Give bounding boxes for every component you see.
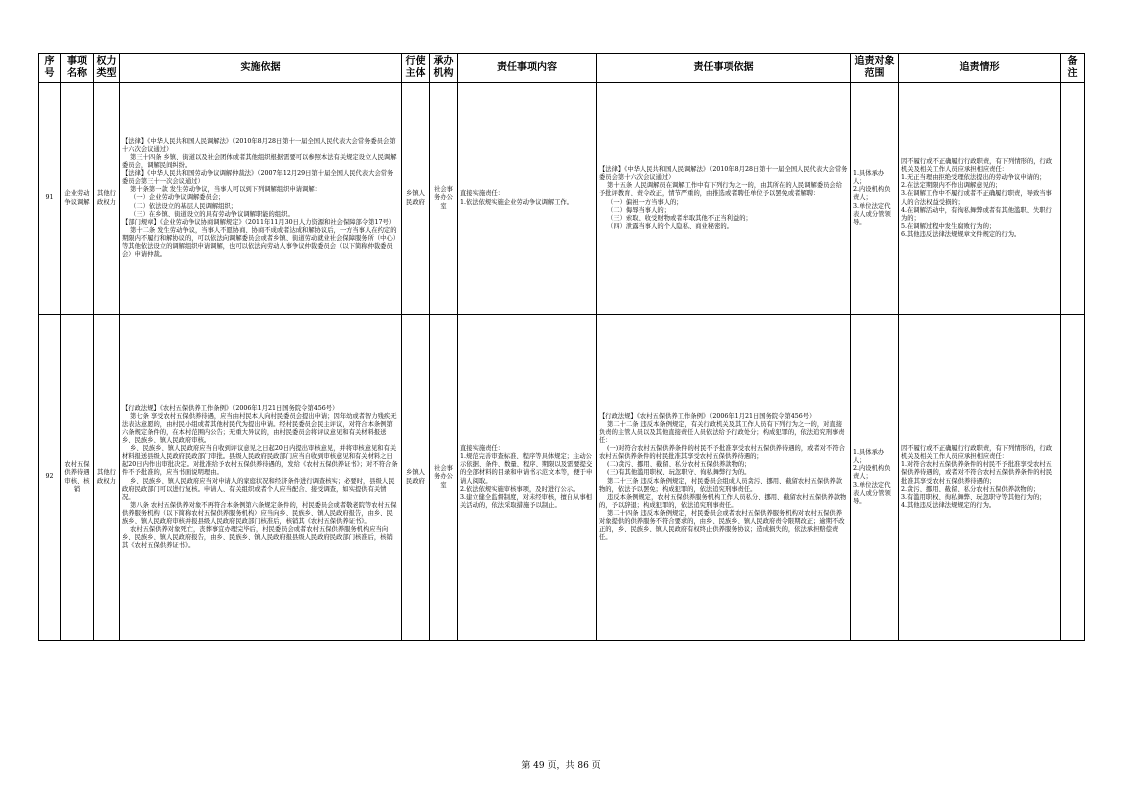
cell-item: 企业劳动争议调解 [61, 83, 94, 315]
cell-scope: 1.具体承办人； 2.内设机构负责人； 3.单位法定代表人或分管领导。 [851, 83, 899, 315]
cell-scope: 1.具体承办人； 2.内设机构负责人； 3.单位法定代表人或分管领导。 [851, 315, 899, 641]
cell-seq: 91 [39, 83, 61, 315]
cell-duty-content: 直接实施责任： 1.依法依规实施企业劳动争议调解工作。 [458, 83, 597, 315]
header-agency: 承办机构 [430, 54, 458, 83]
cell-seq: 92 [39, 315, 61, 641]
cell-remark [1061, 83, 1085, 315]
header-subject: 行使主体 [402, 54, 430, 83]
cell-remark [1061, 315, 1085, 641]
table-row [39, 315, 1085, 641]
cell-duty-content: 直接实施责任： 1.规范完善审查标准、程序等具体规定；主动公示依据、条件、数量、程序、期限以及需要提交的全部材料的目录和申请书示范文本等，便于申请人阅取。 2.依法依规实施审核事项，及时进行公示。 3.建立健全监督制度，对未经审核，擅自从事相关活动的，依法采取措施予以制止。 [458, 315, 597, 641]
cell-duty-basis: 【行政法规】《农村五保供养工作条例》（2006年1月21日国务院令第456号） 第二十二条 违反本条例规定，有关行政机关及其工作人员有下列行为之一的，对直接负责的主管人员以及其他直接责任人员依法给予行政处分；构成犯罪的，依法追究刑事责任： (一)对符合农村五保供养条件的村民不予批准享受农村五保供养待遇的，或者对不符合农村五保供养条件的村民批准其享受农村五保供养待遇的； (二)贪污、挪用、截留、私分农村五保供养款物的； (三)有其他滥用职权、玩忽职守、徇私舞弊行为的。 第二十三条 违反本条例规定，村民委员会组成人员贪污、挪用、截留农村五保供养款物的，依法予以罢免；构成犯罪的，依法追究刑事责任。 违反本条例规定，农村五保供养服务机构工作人员私分、挪用、截留农村五保供养款物的，予以辞退；构成犯罪的，依法追究刑事责任。 第二十四条 违反本条例规定，村民委员会或者农村五保供养服务机构对农村五保供养对象提供的供养服务不符合要求的，由乡、民族乡、镇人民政府责令限期改正；逾期不改正的，乡、民族乡、镇人民政府有权终止供养服务协议；造成损失的，依法承担赔偿责任。 [597, 315, 851, 641]
header-remark: 备注 [1061, 54, 1085, 83]
header-duty-basis: 责任事项依据 [597, 54, 851, 83]
cell-situation: 因不履行或不正确履行行政职责，有下列情形的，行政机关及相关工作人员应承担相应责任： 1.对符合农村五保供养条件的村民不予批准享受农村五保供养待遇的，或者对不符合农村五保供养条件的村民批准其享受农村五保供养待遇的； 2.贪污、挪用、截留、私分农村五保供养款物的； 3.有滥用职权、徇私舞弊、玩忽职守等其他行为的； 4.其他违反法律法规规定的行为。 [899, 315, 1061, 641]
cell-subject: 乡镇人民政府 [402, 315, 430, 641]
responsibility-table [38, 53, 1085, 641]
cell-basis: 【法律】《中华人民共和国人民调解法》（2010年8月28日第十一届全国人民代表大会常务委员会第十六次会议通过） 第三十四条 乡镇、街道以及社会团体或者其他组织根据需要可以参照本法有关规定设立人民调解委员会，调解民间纠纷。 【法律】《中华人民共和国劳动争议调解仲裁法》（2007年12月29日第十届全国人民代表大会常务委员会第三十一次会议通过） 第十条第一款 发生劳动争议，当事人可以到下列调解组织申请调解： （一）企业劳动争议调解委员会； （二）依法设立的基层人民调解组织； （三）在乡镇、街道设立的具有劳动争议调解职能的组织。 【部门规章】《企业劳动争议协商调解规定》（2011年11月30日人力资源和社会保障部令第17号） 第十二条 发生劳动争议，当事人不愿协商、协商不成或者达成和解协议后，一方当事人在约定的期限内不履行和解协议的，可以依法向调解委员会或者乡镇、街道劳动就业社会保障服务所（中心）等其他依法设立的调解组织申请调解，也可以依法向劳动人事争议仲裁委员会（以下简称仲裁委员会）申请仲裁。 [120, 83, 402, 315]
page-number: 第 49 页，共 86 页 [521, 761, 601, 771]
header-situation: 追责情形 [899, 54, 1061, 83]
cell-power-type: 其他行政权力 [94, 315, 120, 641]
cell-situation: 因不履行或不正确履行行政职责，有下列情形的，行政机关及相关工作人员应承担相应责任： 1.无正当理由拒绝受理依法提出的劳动争议申请的； 2.在法定期限内不作出调解意见的； 3.在调解工作中不履行或者不正确履行职责，导致当事人的合法权益受损的； 4.在调解活动中，有徇私舞弊或者有其他滥职、失职行为的； 5.在调解过程中发生腐败行为的； 6.其他违反法律法规规章文件规定的行为。 [899, 83, 1061, 315]
table-row [39, 83, 1085, 315]
header-scope: 追责对象范围 [851, 54, 899, 83]
cell-power-type: 其他行政权力 [94, 83, 120, 315]
header-duty-content: 责任事项内容 [458, 54, 597, 83]
header-item: 事项名称 [61, 54, 94, 83]
table-header-row [39, 54, 1085, 83]
header-power-type: 权力类型 [94, 54, 120, 83]
cell-item: 农村五保供养待遇审核、核销 [61, 315, 94, 641]
cell-basis: 【行政法规】《农村五保供养工作条例》（2006年1月21日国务院令第456号） 第七条 享受农村五保供养待遇，应当由村民本人向村民委员会提出申请；因年幼或者智力残疾无法表达意愿的，由村民小组或者其他村民代为提出申请。经村民委员会民主评议，对符合本条例第六条规定条件的，在本村范围内公告；无重大异议的，由村民委员会将评议意见和有关材料报送乡、民族乡、镇人民政府审核。 乡、民族乡、镇人民政府应当自收到评议意见之日起20日内提出审核意见，并将审核意见和有关材料报送县级人民政府民政部门审批。县级人民政府民政部门应当自收到审核意见和有关材料之日起20日内作出审批决定。对批准给予农村五保供养待遇的，发给《农村五保供养证书》；对不符合条件不予批准的，应当书面说明理由。 乡、民族乡、镇人民政府应当对申请人的家庭状况和经济条件进行调查核实；必要时，县级人民政府民政部门可以进行复核。申请人、有关组织或者个人应当配合、接受调查，如实提供有关情况。 第八条 农村五保供养对象不再符合本条例第六条规定条件的，村民委员会或者敬老院等农村五保供养服务机构（以下简称农村五保供养服务机构）应当向乡、民族乡、镇人民政府报告，由乡、民族乡、镇人民政府审核并报县级人民政府民政部门核准后，核销其《农村五保供养证书》。 农村五保供养对象死亡，丧葬事宜办理完毕后，村民委员会或者农村五保供养服务机构应当向乡、民族乡、镇人民政府报告，由乡、民族乡、镇人民政府报县级人民政府民政部门核准后，核销其《农村五保供养证书》。 [120, 315, 402, 641]
cell-agency: 社会事务办公室 [430, 315, 458, 641]
header-basis: 实施依据 [120, 54, 402, 83]
cell-agency: 社会事务办公室 [430, 83, 458, 315]
cell-duty-basis: 【法律】《中华人民共和国人民调解法》（2010年8月28日第十一届全国人民代表大会常务委员会第十六次会议通过） 第十五条 人民调解员在调解工作中有下列行为之一的，由其所在的人民调解委员会给予批评教育、责令改正，情节严重的，由推选或者聘任单位予以罢免或者解聘： （一）偏袒一方当事人的； （二）侮辱当事人的； （三）索取、收受财物或者牟取其他不正当利益的； （四）泄露当事人的个人隐私、商业秘密的。 [597, 83, 851, 315]
cell-subject: 乡镇人民政府 [402, 83, 430, 315]
header-seq: 序号 [39, 54, 61, 83]
